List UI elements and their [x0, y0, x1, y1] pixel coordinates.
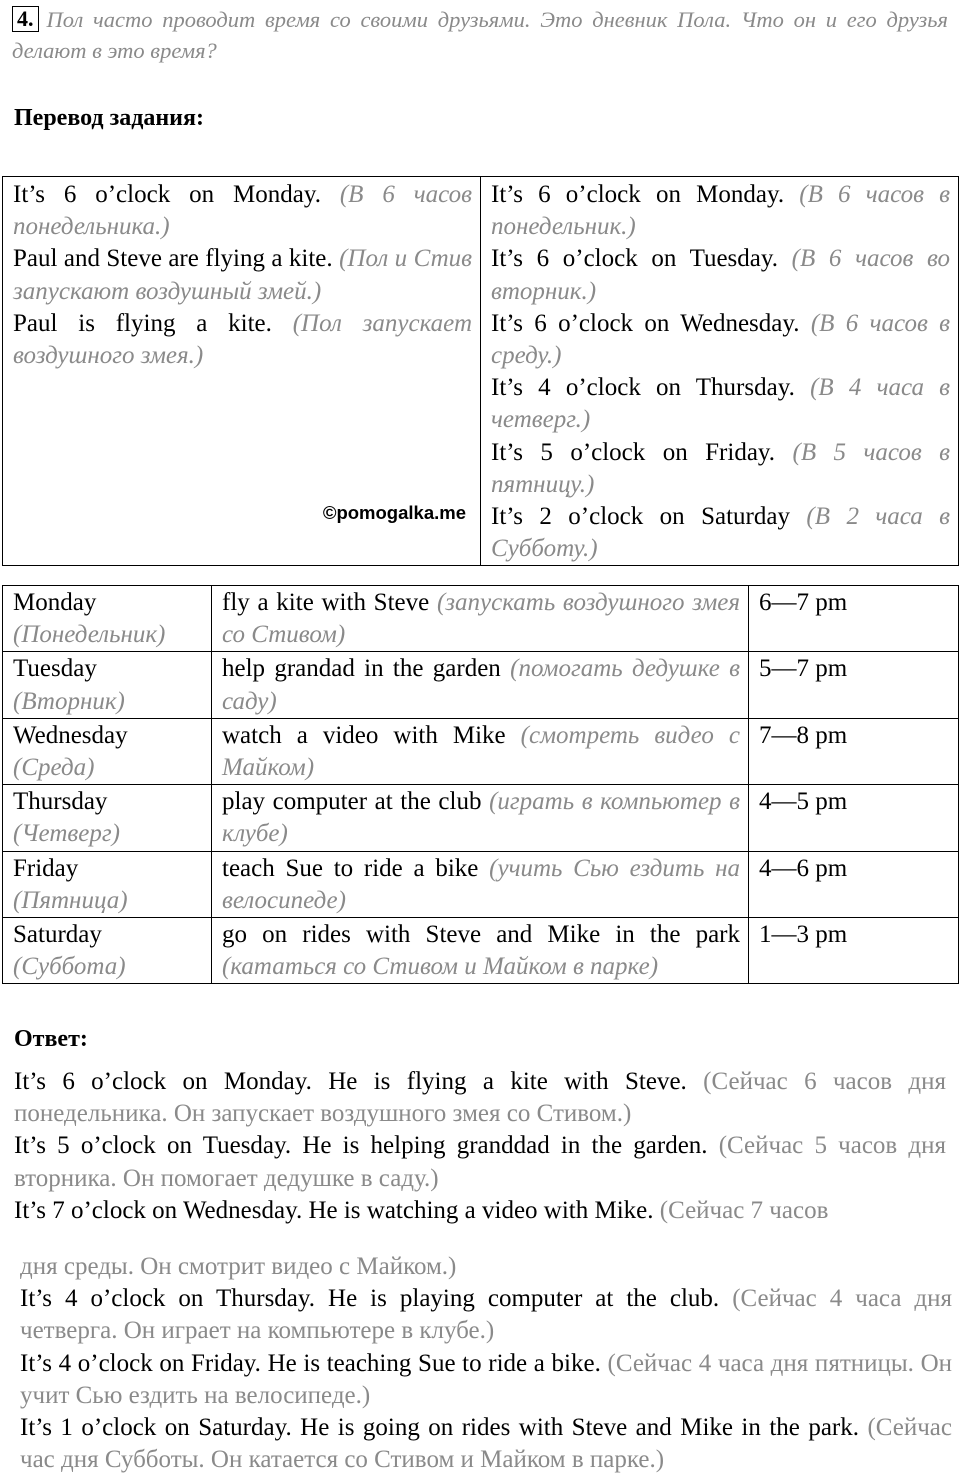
- day-cell: [3, 785, 212, 851]
- day-cell: [3, 586, 212, 652]
- activity-ru: (запускать воздушного змея со Стивом): [222, 589, 741, 649]
- answer-paragraph: [20, 1251, 952, 1283]
- answer-paragraph: [14, 1195, 946, 1227]
- activity-ru: (кататься со Стивом и Майком в парке): [222, 953, 659, 981]
- answer-en: It’s 1 o’clock on Saturday. He is going on rides with Steve and Mike in the park.: [20, 1414, 859, 1442]
- task-number: 4.: [12, 6, 39, 32]
- activity-en: go on rides with Steve and Mike in the park: [222, 921, 740, 949]
- day-en: Friday: [13, 854, 79, 882]
- answer-en: It’s 6 o’clock on Monday. He is flying a kite with Steve.: [14, 1068, 687, 1095]
- answer-heading: Ответ:: [14, 1026, 88, 1052]
- right-line: [491, 243, 950, 307]
- activity-en: teach Sue to ride a bike: [222, 854, 479, 882]
- answer-ru: (Сейчас 4 часа дня пятницы. Он учит Сью ездить на велосипеде.): [20, 1349, 953, 1409]
- day-cell: [3, 652, 212, 718]
- table-row: [3, 718, 959, 784]
- activity-cell: [212, 652, 749, 718]
- line-ru: (В 6 часов во вторник.): [491, 245, 950, 305]
- line-en: Paul is flying a kite.: [13, 309, 272, 337]
- line-en: It’s 4 o’clock on Thursday.: [491, 374, 795, 402]
- day-ru: (Суббота): [13, 953, 126, 981]
- line-en: It’s 6 o’clock on Wednesday.: [491, 309, 800, 337]
- table-row: [3, 918, 959, 984]
- day-ru: (Пятница): [13, 886, 128, 914]
- time-cell: 4—6 pm: [749, 851, 959, 917]
- answer-block-continued: [20, 1251, 952, 1476]
- right-line: [491, 437, 950, 501]
- day-cell: [3, 918, 212, 984]
- translation-table: [2, 176, 959, 566]
- day-cell: [3, 718, 212, 784]
- activity-ru: (играть в компьютер в клубе): [222, 788, 741, 848]
- task-text: Пол часто проводит время со своими друзьями. Это дневник Пола. Что он и его друзья делают в это время?: [12, 7, 948, 63]
- day-en: Thursday: [13, 788, 108, 816]
- answer-en: It’s 4 o’clock on Thursday. He is playing computer at the club.: [20, 1285, 720, 1313]
- answer-ru: (Сейчас 6 часов дня понедельника. Он запускает воздушного змея со Стивом.): [14, 1068, 946, 1128]
- activity-en: help grandad in the garden: [222, 655, 501, 683]
- activity-cell: [212, 918, 749, 984]
- line-ru: (Пол запускает воздушного змея.): [13, 309, 473, 370]
- line-ru: (В 4 часа в четверг.): [491, 374, 951, 434]
- table-row: [3, 851, 959, 917]
- day-cell: [3, 851, 212, 917]
- activity-en: watch a video with Mike: [222, 721, 506, 749]
- time-cell: 6—7 pm: [749, 586, 959, 652]
- day-ru: (Понедельник): [13, 621, 166, 649]
- line-en: It’s 6 o’clock on Monday.: [13, 181, 321, 208]
- answer-ru: (Сейчас час дня Субботы. Он катается со Стивом и Майком в парке.): [20, 1414, 952, 1474]
- table-row: [3, 586, 959, 652]
- day-ru: (Вторник): [13, 687, 125, 715]
- line-en: It’s 6 o’clock on Monday.: [491, 181, 785, 208]
- line-ru: (В 6 часов в понедельник.): [491, 181, 950, 241]
- line-en: It’s 5 o’clock on Friday.: [491, 438, 776, 466]
- day-en: Tuesday: [13, 655, 97, 683]
- left-line: [13, 243, 472, 307]
- right-line: [491, 501, 950, 565]
- line-ru: (В 5 часов в пятницу.): [491, 438, 951, 498]
- answer-ru: (Сейчас 4 часа дня четверга. Он играет на компьютере в клубе.): [20, 1285, 953, 1345]
- activity-en: play computer at the club: [222, 788, 482, 816]
- answer-en: It’s 5 o’clock on Tuesday. He is helping granddad in the garden.: [14, 1132, 708, 1160]
- schedule-table: [2, 585, 959, 984]
- line-en: Paul and Steve are flying a kite.: [13, 245, 333, 273]
- table-row: [3, 785, 959, 851]
- translation-heading: Перевод задания:: [14, 105, 204, 131]
- answer-en: It’s 7 o’clock on Wednesday. He is watching a video with Mike.: [14, 1196, 654, 1224]
- answer-paragraph: [20, 1348, 952, 1412]
- activity-cell: [212, 586, 749, 652]
- time-cell: 5—7 pm: [749, 652, 959, 718]
- left-column: [3, 177, 481, 566]
- day-en: Monday: [13, 589, 97, 616]
- day-en: Wednesday: [13, 721, 128, 749]
- right-line: [491, 179, 950, 243]
- time-cell: 7—8 pm: [749, 718, 959, 784]
- left-line: [13, 179, 472, 243]
- activity-en: fly a kite with Steve: [222, 589, 430, 616]
- task-statement: [12, 4, 948, 66]
- answer-paragraph: [20, 1412, 952, 1476]
- day-ru: (Четверг): [13, 820, 120, 848]
- activity-ru: (смотреть видео с Майком): [222, 721, 741, 782]
- right-line: [491, 308, 950, 372]
- table-row: [3, 652, 959, 718]
- line-ru: (Пол и Стив запускают воздушный змей.): [13, 245, 473, 305]
- line-ru: (В 6 часов понедельника.): [13, 181, 472, 241]
- answer-paragraph: [14, 1066, 946, 1130]
- activity-cell: [212, 785, 749, 851]
- answer-paragraph: [20, 1283, 952, 1347]
- activity-cell: [212, 718, 749, 784]
- day-en: Saturday: [13, 921, 102, 949]
- answer-ru: (Сейчас 7 часов: [659, 1196, 829, 1224]
- right-column: [481, 177, 959, 566]
- day-ru: (Среда): [13, 754, 95, 782]
- activity-cell: [212, 851, 749, 917]
- activity-ru: (учить Сью ездить на велосипеде): [222, 854, 741, 914]
- line-en: It’s 6 o’clock on Tuesday.: [491, 245, 779, 273]
- answer-ru: (Сейчас 5 часов дня вторника. Он помогает дедушке в саду.): [14, 1132, 947, 1192]
- watermark: ©pomogalka.me: [322, 502, 466, 523]
- time-cell: 4—5 pm: [749, 785, 959, 851]
- left-line: [13, 308, 472, 372]
- right-line: [491, 372, 950, 436]
- line-ru: (В 6 часов в среду.): [491, 309, 951, 370]
- answer-en: It’s 4 o’clock on Friday. He is teaching Sue to ride a bike.: [20, 1349, 601, 1377]
- line-ru: (В 2 часа в Субботу.): [491, 503, 951, 563]
- line-en: It’s 2 o’clock on Saturday: [491, 503, 790, 531]
- answer-paragraph: [14, 1130, 946, 1194]
- activity-ru: (помогать дедушке в саду): [222, 655, 740, 715]
- answer-block: [14, 1066, 946, 1227]
- answer-ru: дня среды. Он смотрит видео с Майком.): [20, 1253, 457, 1280]
- time-cell: 1—3 pm: [749, 918, 959, 984]
